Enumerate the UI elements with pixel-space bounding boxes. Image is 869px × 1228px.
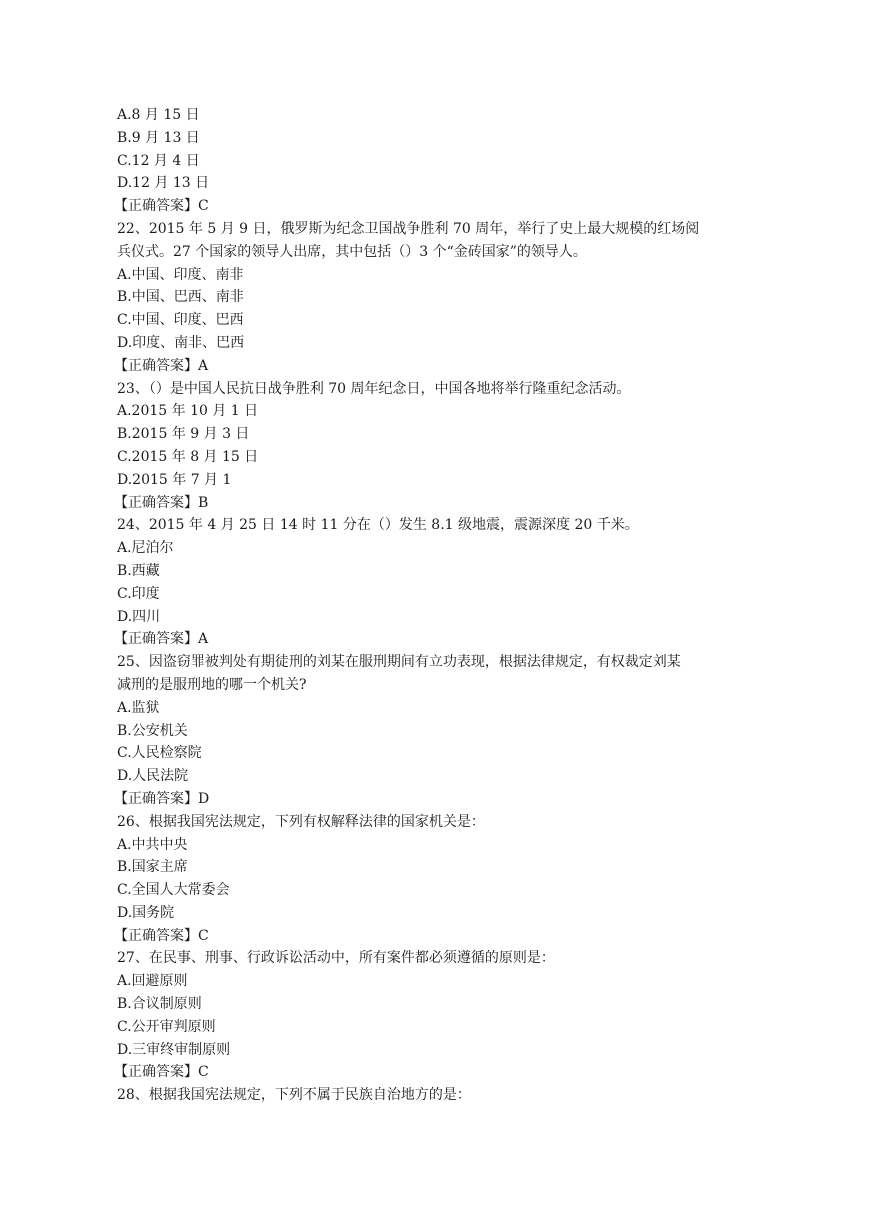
answer-option: C.2015 年 8 月 15 日 — [117, 448, 259, 465]
answer-option: A.中国、印度、南非 — [117, 266, 244, 283]
answer-option: D.印度、南非、巴西 — [117, 334, 245, 351]
answer-option: B.2015 年 9 月 3 日 — [117, 426, 250, 443]
correct-answer-line: 【正确答案】C — [114, 927, 209, 944]
answer-option: B.公安机关 — [117, 722, 188, 739]
answer-option: B.国家主席 — [117, 859, 188, 876]
answer-option: A.2015 年 10 月 1 日 — [117, 403, 259, 420]
answer-option: B.9 月 13 日 — [117, 129, 200, 146]
answer-option: B.中国、巴西、南非 — [117, 289, 244, 306]
answer-option: C.12 月 4 日 — [117, 152, 200, 169]
answer-option: D.三审终审制原则 — [117, 1041, 231, 1058]
answer-option: A.中共中央 — [117, 836, 188, 853]
question-text: 23、（）是中国人民抗日战争胜利 70 周年纪念日，中国各地将举行隆重纪念活动。 — [117, 380, 631, 397]
answer-option: C.公开审判原则 — [117, 1018, 216, 1035]
correct-answer-line: 【正确答案】C — [114, 198, 209, 215]
question-text: 24、2015 年 4 月 25 日 14 时 11 分在（）发生 8.1 级地震，震源深度 20 千米。 — [117, 517, 639, 534]
answer-option: B.西藏 — [117, 562, 160, 579]
correct-answer-line: 【正确答案】D — [114, 790, 210, 807]
answer-option: C.中国、印度、巴西 — [117, 312, 244, 329]
answer-option: D.人民法院 — [117, 768, 189, 785]
question-text: 减刑的是服刑地的哪一个机关? — [117, 676, 307, 693]
answer-option: D.12 月 13 日 — [117, 175, 210, 192]
answer-option: C.人民检察院 — [117, 745, 202, 762]
correct-answer-line: 【正确答案】A — [114, 631, 209, 648]
answer-option: D.2015 年 7 月 1 — [117, 471, 232, 488]
answer-option: B.合议制原则 — [117, 996, 202, 1013]
answer-option: A.回避原则 — [117, 973, 188, 990]
question-text: 28、根据我国宪法规定，下列不属于民族自治地方的是： — [117, 1087, 471, 1104]
answer-option: D.国务院 — [117, 904, 175, 921]
correct-answer-line: 【正确答案】A — [114, 357, 209, 374]
answer-option: A.尼泊尔 — [117, 540, 174, 557]
question-text: 25、因盗窃罪被判处有期徒刑的刘某在服刑期间有立功表现，根据法律规定，有权裁定刘某 — [117, 654, 681, 671]
answer-option: C.印度 — [117, 585, 160, 602]
question-text: 26、根据我国宪法规定，下列有权解释法律的国家机关是： — [117, 813, 485, 830]
answer-option: C.全国人大常委会 — [117, 882, 230, 899]
question-text: 22、2015 年 5 月 9 日，俄罗斯为纪念卫国战争胜利 70 周年，举行了史上最大规模的红场阅 — [117, 220, 700, 237]
answer-option: A.8 月 15 日 — [117, 107, 200, 123]
question-text: 27、在民事、刑事、行政诉讼活动中，所有案件都必须遵循的原则是： — [117, 950, 555, 967]
document-body — [114, 104, 757, 1107]
answer-option: D.四川 — [117, 608, 161, 625]
answer-option: A.监狱 — [117, 699, 160, 716]
question-text: 兵仪式。27 个国家的领导人出席，其中包括（）3 个“金砖国家”的领导人。 — [117, 243, 587, 260]
correct-answer-line: 【正确答案】C — [114, 1064, 209, 1081]
correct-answer-line: 【正确答案】B — [114, 494, 209, 511]
